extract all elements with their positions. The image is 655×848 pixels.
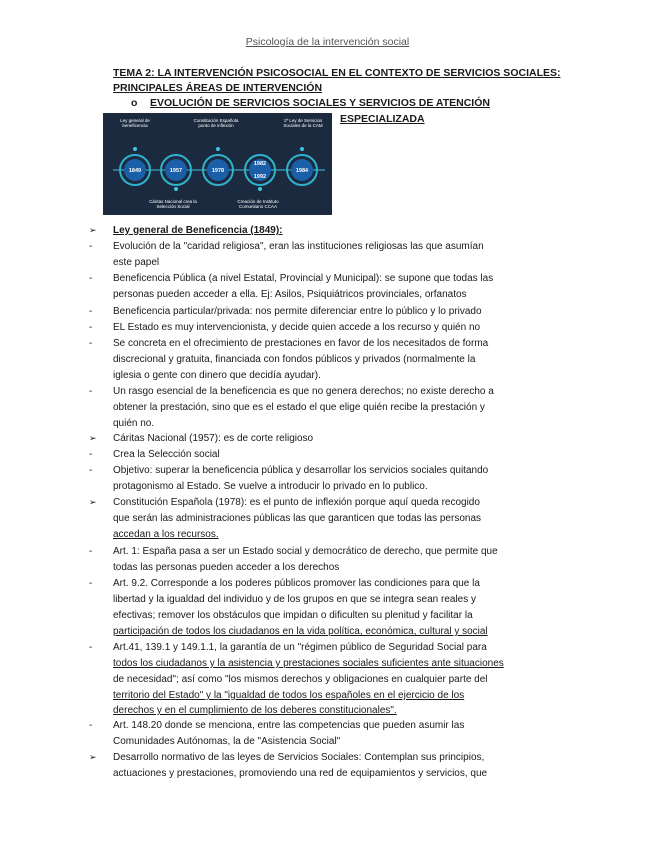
timeline-graphic	[103, 113, 332, 215]
body-line: todos los ciudadanos y la asistencia y prestaciones sociales suficientes ante situaciones	[113, 658, 504, 669]
dash-bullet: -	[89, 642, 93, 653]
body-line: Art. 148.20 donde se menciona, entre las competencias que pueden asumir las	[113, 720, 465, 731]
body-line: este papel	[113, 257, 160, 268]
body-line: Crea la Selección social	[113, 449, 220, 460]
body-line: quién no.	[113, 418, 155, 429]
dash-bullet: -	[89, 578, 93, 589]
topic-title-line1: TEMA 2: LA INTERVENCIÓN PSICOSOCIAL EN EL CONTEXTO DE SERVICIOS SOCIALES:	[113, 67, 561, 79]
body-line: Se concreta en el ofrecimiento de prestaciones en favor de los necesitados de forma	[113, 338, 489, 349]
body-line: que serán las administraciones públicas las que garanticen que todas las personas	[113, 513, 482, 524]
body-line: iglesia o gente con dinero que decidía ayudar).	[113, 370, 321, 381]
arrow-bullet-icon: ➢	[89, 433, 97, 443]
svg-text:Comunitario CCAA: Comunitario CCAA	[238, 204, 278, 209]
dash-bullet: -	[89, 322, 93, 333]
timeline-top-label-2: Constitución Española	[193, 118, 239, 123]
timeline-year-1957: 1957	[169, 168, 183, 174]
arrow-bullet-icon: ➢	[89, 497, 97, 507]
timeline-year-1992: 1992	[253, 174, 267, 180]
body-line: Comunidades Autónomas, la de "Asistencia Social"	[113, 736, 341, 747]
subtopic-line1: EVOLUCIÓN DE SERVICIOS SOCIALES Y SERVICIOS DE ATENCIÓN	[150, 97, 490, 109]
arrow-bullet-icon: ➢	[89, 752, 97, 762]
timeline-bottom-label-2: Creación de Instituto	[237, 199, 279, 204]
body-line: todas las personas pueden acceder a los derechos	[113, 562, 340, 573]
svg-text:beneficencia: beneficencia	[122, 123, 148, 128]
dash-bullet: -	[89, 465, 93, 476]
body-line: Objetivo: superar la beneficencia pública y desarrollar los servicios sociales quitando	[113, 465, 489, 476]
heading-constitucion: Constitución Española (1978): es el punto de inflexión porque aquí queda recogido	[113, 497, 480, 508]
timeline-top-label-1: Ley general de	[120, 118, 150, 123]
dash-bullet: -	[89, 306, 93, 317]
body-line: libertad y la igualdad del individuo y de los grupos en que se integra sean reales y	[113, 594, 477, 605]
dash-bullet: -	[89, 449, 93, 460]
body-line: personas pueden acceder a ella. Ej: Asilos, Psiquiátricos provinciales, orfanatos	[113, 289, 467, 300]
timeline-year-1849: 1849	[128, 168, 142, 174]
body-line: Beneficencia particular/privada: nos permite diferenciar entre lo público y lo privado	[113, 306, 482, 317]
timeline-year-1978: 1978	[211, 168, 225, 174]
heading-beneficencia: Ley general de Beneficencia (1849):	[113, 225, 283, 236]
dash-bullet: -	[89, 338, 93, 349]
timeline-image	[103, 113, 332, 215]
body-line: Un rasgo esencial de la beneficencia es que no genera derechos; no existe derecho a	[113, 386, 494, 397]
dash-bullet: -	[89, 273, 93, 284]
sub-bullet-marker: o	[131, 97, 138, 109]
heading-caritas: Cáritas Nacional (1957): es de corte religioso	[113, 433, 314, 444]
body-line: Art.41, 139.1 y 149.1.1, la garantía de un "régimen público de Seguridad Social para	[113, 642, 487, 653]
arrow-bullet-icon: ➢	[89, 225, 97, 235]
body-line: discrecional y gratuita, financiada con fondos públicos y privados (normalmente la	[113, 354, 476, 365]
svg-text:punto de inflexión: punto de inflexión	[198, 123, 234, 128]
body-line: obtener la prestación, sino que es el estado el que elige quién recibe la prestación y	[113, 402, 485, 413]
svg-text:Sociales de la CAM: Sociales de la CAM	[283, 123, 323, 128]
body-line: accedan a los recursos.	[113, 529, 219, 540]
body-line: Art. 9.2. Corresponde a los poderes públicos promover las condiciones para que la	[113, 578, 480, 589]
topic-title-line2: PRINCIPALES ÁREAS DE INTERVENCIÓN	[113, 82, 323, 94]
dash-bullet: -	[89, 386, 93, 397]
dash-bullet: -	[89, 720, 93, 731]
body-line: de necesidad"; así como "los mismos derechos y obligaciones en cualquier parte del	[113, 674, 488, 685]
body-line: territorio del Estado" y la "igualdad de todos los españoles en el ejercicio de los	[113, 690, 465, 701]
heading-desarrollo-normativo: Desarrollo normativo de las leyes de Servicios Sociales: Contemplan sus principios,	[113, 752, 485, 763]
body-line: efectivas; remover los obstáculos que impidan o dificulten su plenitud y facilitar la	[113, 610, 473, 621]
timeline-year-1982: 1982	[253, 161, 267, 167]
dash-bullet: -	[89, 546, 93, 557]
body-line: Art. 1: España pasa a ser un Estado social y democrático de derecho, que permite que	[113, 546, 498, 557]
body-line: participación de todos los ciudadanos en la vida política, económica, cultural y social	[113, 626, 488, 637]
body-line: actuaciones y prestaciones, promoviendo una red de equipamientos y servicios, que	[113, 768, 488, 779]
timeline-top-label-3: 1ª Ley de Servicios	[283, 118, 323, 123]
subtopic-line2: ESPECIALIZADA	[340, 113, 425, 125]
timeline-bottom-label-1: Cáritas Nacional crea la	[149, 199, 197, 204]
timeline-year-1984: 1984	[295, 168, 309, 174]
dash-bullet: -	[89, 241, 93, 252]
body-line: Evolución de la "caridad religiosa", eran las instituciones religiosas las que asumían	[113, 241, 484, 252]
document-header-title: Psicología de la intervención social	[245, 36, 410, 48]
body-line: Beneficencia Pública (a nivel Estatal, Provincial y Municipal): se supone que todas las	[113, 273, 494, 284]
svg-text:Selección Social: Selección Social	[156, 204, 190, 209]
body-line: EL Estado es muy intervencionista, y decide quien accede a los recurso y quién no	[113, 322, 481, 333]
body-line: protagonismo al Estado. Se vuelve a introducir lo privado en lo publico.	[113, 481, 428, 492]
body-line: derechos y en el cumplimiento de los deberes constitucionales".	[113, 705, 397, 716]
